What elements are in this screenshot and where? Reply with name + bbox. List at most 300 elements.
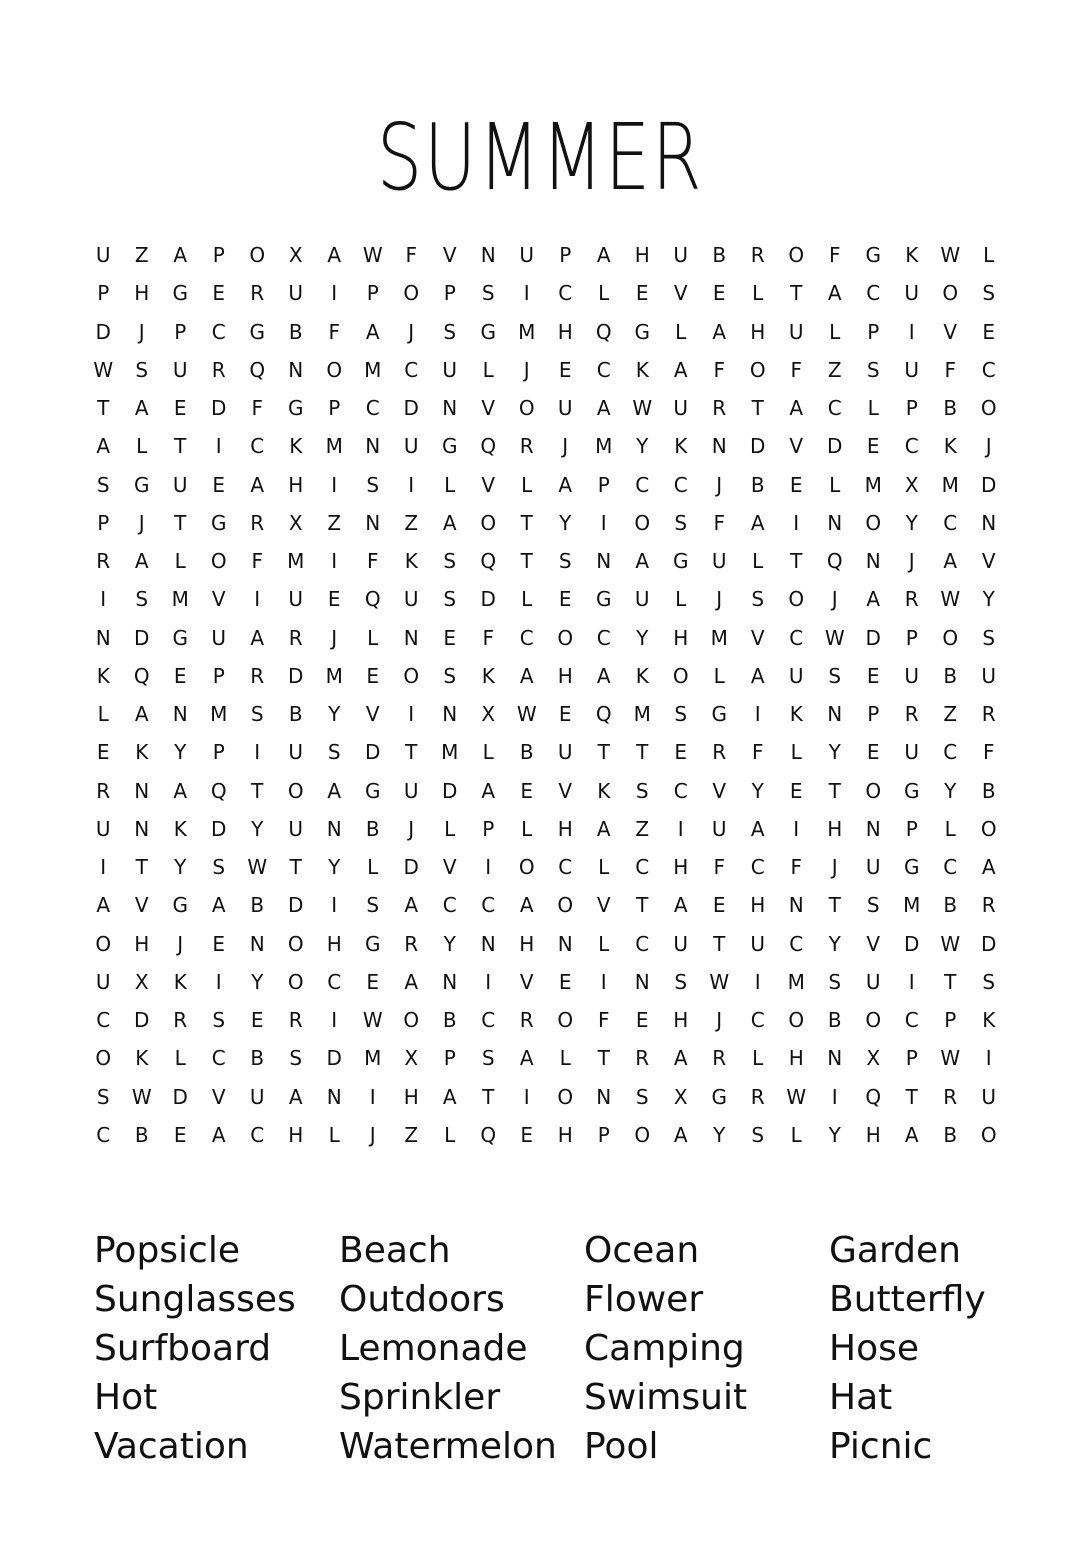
grid-letter[interactable]: E xyxy=(366,663,380,688)
grid-letter[interactable]: U xyxy=(981,1084,997,1109)
grid-letter[interactable]: J xyxy=(831,855,838,880)
grid-letter[interactable]: E xyxy=(366,969,380,994)
grid-letter[interactable]: L xyxy=(790,740,802,765)
grid-letter[interactable]: P xyxy=(328,396,341,421)
grid-letter[interactable]: A xyxy=(712,319,727,344)
grid-letter[interactable]: N xyxy=(134,816,150,841)
grid-letter[interactable]: H xyxy=(519,931,535,956)
grid-letter[interactable]: A xyxy=(442,510,457,535)
grid-letter[interactable]: I xyxy=(523,281,530,306)
grid-letter[interactable]: N xyxy=(827,702,843,727)
grid-letter[interactable]: W xyxy=(709,969,730,994)
grid-letter[interactable]: A xyxy=(519,1046,534,1071)
grid-letter[interactable]: U xyxy=(865,969,881,994)
grid-letter[interactable]: R xyxy=(943,1084,958,1109)
grid-letter[interactable]: P xyxy=(443,1046,456,1071)
grid-letter[interactable]: L xyxy=(97,702,109,727)
grid-letter[interactable]: T xyxy=(174,434,187,459)
grid-letter[interactable]: P xyxy=(867,702,880,727)
grid-letter[interactable]: B xyxy=(750,472,765,497)
grid-letter[interactable]: L xyxy=(482,357,494,382)
grid-letter[interactable]: K xyxy=(404,549,418,574)
grid-letter[interactable]: R xyxy=(173,1008,188,1033)
grid-letter[interactable]: O xyxy=(634,510,651,535)
grid-letter[interactable]: F xyxy=(790,855,802,880)
grid-letter[interactable]: N xyxy=(634,969,650,994)
grid-letter[interactable]: Y xyxy=(559,510,572,535)
grid-letter[interactable]: I xyxy=(485,969,492,994)
grid-letter[interactable]: U xyxy=(249,1084,265,1109)
grid-letter[interactable]: H xyxy=(750,319,766,344)
grid-letter[interactable]: A xyxy=(173,243,188,268)
grid-letter[interactable]: R xyxy=(712,740,727,765)
grid-letter[interactable]: C xyxy=(250,434,265,459)
grid-letter[interactable]: A xyxy=(904,1122,919,1147)
grid-letter[interactable]: T xyxy=(174,510,187,535)
grid-letter[interactable]: Y xyxy=(251,969,264,994)
grid-letter[interactable]: L xyxy=(598,855,610,880)
grid-letter[interactable]: N xyxy=(365,434,381,459)
grid-letter[interactable]: D xyxy=(865,625,881,650)
grid-letter[interactable]: Z xyxy=(404,510,419,535)
grid-letter[interactable]: B xyxy=(981,778,996,803)
grid-letter[interactable]: T xyxy=(790,281,803,306)
grid-letter[interactable]: G xyxy=(288,396,304,421)
grid-letter[interactable]: D xyxy=(904,931,920,956)
grid-letter[interactable]: H xyxy=(865,1122,881,1147)
grid-letter[interactable]: W xyxy=(940,931,961,956)
grid-letter[interactable]: J xyxy=(523,357,530,382)
grid-letter[interactable]: S xyxy=(96,1084,110,1109)
grid-letter[interactable]: G xyxy=(365,778,381,803)
grid-letter[interactable]: I xyxy=(831,1084,838,1109)
grid-letter[interactable]: X xyxy=(866,1046,881,1071)
grid-letter[interactable]: I xyxy=(523,1084,530,1109)
grid-letter[interactable]: P xyxy=(212,243,225,268)
grid-letter[interactable]: U xyxy=(288,740,304,765)
grid-letter[interactable]: W xyxy=(940,243,961,268)
grid-letter[interactable]: K xyxy=(982,1008,996,1033)
grid-letter[interactable]: U xyxy=(904,357,920,382)
grid-letter[interactable]: A xyxy=(981,855,996,880)
grid-letter[interactable]: L xyxy=(675,319,687,344)
grid-letter[interactable]: W xyxy=(131,1084,152,1109)
grid-letter[interactable]: V xyxy=(519,969,534,994)
grid-letter[interactable]: P xyxy=(867,319,880,344)
grid-letter[interactable]: E xyxy=(173,396,187,421)
grid-letter[interactable]: U xyxy=(788,663,804,688)
grid-letter[interactable]: S xyxy=(443,587,457,612)
grid-letter[interactable]: I xyxy=(331,1008,338,1033)
grid-letter[interactable]: L xyxy=(675,587,687,612)
grid-letter[interactable]: Y xyxy=(636,625,649,650)
grid-letter[interactable]: Y xyxy=(944,778,957,803)
grid-letter[interactable]: Q xyxy=(133,663,150,688)
grid-letter[interactable]: K xyxy=(173,969,187,994)
grid-letter[interactable]: U xyxy=(557,740,573,765)
grid-letter[interactable]: X xyxy=(288,510,303,535)
grid-letter[interactable]: M xyxy=(903,893,921,918)
grid-letter[interactable]: V xyxy=(981,549,996,574)
grid-letter[interactable]: D xyxy=(326,1046,342,1071)
grid-letter[interactable]: A xyxy=(327,778,342,803)
grid-letter[interactable]: K xyxy=(789,702,803,727)
grid-letter[interactable]: C xyxy=(866,281,881,306)
grid-letter[interactable]: U xyxy=(557,396,573,421)
grid-letter[interactable]: A xyxy=(596,816,611,841)
grid-letter[interactable]: G xyxy=(442,434,458,459)
grid-letter[interactable]: N xyxy=(288,357,304,382)
grid-letter[interactable]: D xyxy=(134,625,150,650)
grid-letter[interactable]: K xyxy=(135,740,149,765)
grid-letter[interactable]: U xyxy=(95,969,111,994)
grid-letter[interactable]: N xyxy=(557,931,573,956)
grid-letter[interactable]: E xyxy=(558,702,572,727)
grid-letter[interactable]: W xyxy=(940,1046,961,1071)
grid-letter[interactable]: I xyxy=(369,1084,376,1109)
grid-letter[interactable]: N xyxy=(827,510,843,535)
grid-letter[interactable]: M xyxy=(710,625,728,650)
grid-letter[interactable]: R xyxy=(635,1046,650,1071)
grid-letter[interactable]: E xyxy=(558,587,572,612)
grid-letter[interactable]: L xyxy=(752,1046,764,1071)
grid-letter[interactable]: S xyxy=(751,1122,765,1147)
grid-letter[interactable]: B xyxy=(134,1122,149,1147)
grid-letter[interactable]: O xyxy=(403,1008,420,1033)
grid-letter[interactable]: D xyxy=(95,319,111,344)
grid-letter[interactable]: I xyxy=(793,510,800,535)
grid-letter[interactable]: B xyxy=(442,1008,457,1033)
grid-letter[interactable]: A xyxy=(750,816,765,841)
grid-letter[interactable]: L xyxy=(752,281,764,306)
grid-letter[interactable]: I xyxy=(908,319,915,344)
grid-letter[interactable]: V xyxy=(866,931,881,956)
grid-letter[interactable]: I xyxy=(754,969,761,994)
grid-letter[interactable]: O xyxy=(403,281,420,306)
grid-letter[interactable]: N xyxy=(596,549,612,574)
grid-letter[interactable]: S xyxy=(828,969,842,994)
grid-letter[interactable]: G xyxy=(480,319,496,344)
grid-letter[interactable]: H xyxy=(673,625,689,650)
grid-letter[interactable]: L xyxy=(983,243,995,268)
grid-letter[interactable]: Z xyxy=(827,357,842,382)
grid-letter[interactable]: J xyxy=(408,319,415,344)
grid-letter[interactable]: N xyxy=(981,510,997,535)
grid-letter[interactable]: K xyxy=(96,663,110,688)
grid-letter[interactable]: L xyxy=(598,281,610,306)
grid-letter[interactable]: F xyxy=(828,243,841,268)
grid-letter[interactable]: M xyxy=(364,1046,382,1071)
grid-letter[interactable]: O xyxy=(518,855,535,880)
grid-letter[interactable]: C xyxy=(827,396,842,421)
grid-letter[interactable]: L xyxy=(944,816,956,841)
grid-letter[interactable]: S xyxy=(250,702,264,727)
grid-letter[interactable]: V xyxy=(365,702,380,727)
grid-letter[interactable]: A xyxy=(442,1084,457,1109)
grid-letter[interactable]: C xyxy=(558,855,573,880)
grid-letter[interactable]: N xyxy=(442,702,458,727)
grid-letter[interactable]: A xyxy=(250,472,265,497)
grid-letter[interactable]: Y xyxy=(828,931,841,956)
grid-letter[interactable]: E xyxy=(558,969,572,994)
grid-letter[interactable]: I xyxy=(793,816,800,841)
grid-letter[interactable]: D xyxy=(981,472,997,497)
grid-letter[interactable]: R xyxy=(519,1008,534,1033)
grid-letter[interactable]: G xyxy=(211,510,227,535)
grid-letter[interactable]: T xyxy=(790,549,803,574)
grid-letter[interactable]: H xyxy=(557,816,573,841)
grid-letter[interactable]: L xyxy=(367,855,379,880)
grid-letter[interactable]: O xyxy=(287,931,304,956)
grid-letter[interactable]: M xyxy=(864,472,882,497)
grid-letter[interactable]: A xyxy=(596,243,611,268)
grid-letter[interactable]: C xyxy=(904,1008,919,1033)
grid-letter[interactable]: A xyxy=(943,549,958,574)
grid-letter[interactable]: O xyxy=(287,778,304,803)
grid-letter[interactable]: A xyxy=(404,893,419,918)
grid-letter[interactable]: D xyxy=(442,778,458,803)
grid-letter[interactable]: Y xyxy=(251,816,264,841)
grid-letter[interactable]: M xyxy=(441,740,459,765)
grid-letter[interactable]: X xyxy=(673,1084,688,1109)
grid-letter[interactable]: F xyxy=(251,396,263,421)
grid-letter[interactable]: L xyxy=(867,396,879,421)
grid-letter[interactable]: S xyxy=(443,663,457,688)
grid-letter[interactable]: X xyxy=(404,1046,419,1071)
grid-letter[interactable]: P xyxy=(212,740,225,765)
grid-letter[interactable]: S xyxy=(635,778,649,803)
grid-letter[interactable]: D xyxy=(981,931,997,956)
grid-letter[interactable]: A xyxy=(481,778,496,803)
grid-letter[interactable]: A xyxy=(596,396,611,421)
grid-letter[interactable]: Z xyxy=(635,816,650,841)
grid-letter[interactable]: O xyxy=(557,893,574,918)
grid-letter[interactable]: U xyxy=(865,855,881,880)
grid-letter[interactable]: O xyxy=(557,1008,574,1033)
grid-letter[interactable]: L xyxy=(559,1046,571,1071)
grid-letter[interactable]: U xyxy=(673,396,689,421)
grid-letter[interactable]: N xyxy=(480,243,496,268)
grid-letter[interactable]: D xyxy=(288,893,304,918)
grid-letter[interactable]: P xyxy=(944,1008,957,1033)
grid-letter[interactable]: E xyxy=(173,1122,187,1147)
grid-letter[interactable]: U xyxy=(403,778,419,803)
grid-letter[interactable]: V xyxy=(558,778,573,803)
grid-letter[interactable]: I xyxy=(600,969,607,994)
grid-letter[interactable]: N xyxy=(788,893,804,918)
grid-letter[interactable]: U xyxy=(750,931,766,956)
grid-letter[interactable]: C xyxy=(943,740,958,765)
grid-letter[interactable]: C xyxy=(789,931,804,956)
grid-letter[interactable]: C xyxy=(943,510,958,535)
grid-letter[interactable]: B xyxy=(288,319,303,344)
grid-letter[interactable]: H xyxy=(326,931,342,956)
grid-letter[interactable]: T xyxy=(828,778,841,803)
grid-letter[interactable]: K xyxy=(943,434,957,459)
grid-letter[interactable]: U xyxy=(711,549,727,574)
grid-letter[interactable]: P xyxy=(597,472,610,497)
grid-letter[interactable]: U xyxy=(403,587,419,612)
grid-letter[interactable]: Y xyxy=(982,587,995,612)
grid-letter[interactable]: O xyxy=(865,1008,882,1033)
grid-letter[interactable]: N xyxy=(480,931,496,956)
grid-letter[interactable]: N xyxy=(326,1084,342,1109)
grid-letter[interactable]: S xyxy=(674,702,688,727)
grid-letter[interactable]: E xyxy=(520,778,534,803)
grid-letter[interactable]: O xyxy=(749,357,766,382)
grid-letter[interactable]: E xyxy=(212,472,226,497)
grid-letter[interactable]: C xyxy=(481,1008,496,1033)
grid-letter[interactable]: E xyxy=(712,281,726,306)
grid-letter[interactable]: G xyxy=(673,549,689,574)
grid-letter[interactable]: W xyxy=(362,1008,383,1033)
grid-letter[interactable]: X xyxy=(288,243,303,268)
grid-letter[interactable]: Y xyxy=(174,855,187,880)
grid-letter[interactable]: A xyxy=(134,702,149,727)
grid-letter[interactable]: N xyxy=(403,625,419,650)
grid-letter[interactable]: C xyxy=(404,357,419,382)
grid-letter[interactable]: F xyxy=(982,740,995,765)
grid-letter[interactable]: U xyxy=(288,587,304,612)
grid-letter[interactable]: D xyxy=(403,855,419,880)
grid-letter[interactable]: M xyxy=(787,969,805,994)
grid-letter[interactable]: J xyxy=(331,625,338,650)
grid-letter[interactable]: Z xyxy=(134,243,149,268)
grid-letter[interactable]: O xyxy=(942,625,959,650)
grid-letter[interactable]: W xyxy=(786,1084,807,1109)
grid-letter[interactable]: Q xyxy=(364,587,381,612)
grid-letter[interactable]: I xyxy=(331,893,338,918)
grid-letter[interactable]: K xyxy=(674,434,688,459)
grid-letter[interactable]: V xyxy=(750,625,765,650)
grid-letter[interactable]: L xyxy=(598,931,610,956)
grid-letter[interactable]: G xyxy=(634,319,650,344)
grid-letter[interactable]: X xyxy=(134,969,149,994)
grid-letter[interactable]: L xyxy=(444,816,456,841)
grid-letter[interactable]: M xyxy=(595,434,613,459)
grid-letter[interactable]: A xyxy=(750,663,765,688)
grid-letter[interactable]: B xyxy=(943,893,958,918)
grid-letter[interactable]: A xyxy=(96,893,111,918)
grid-letter[interactable]: C xyxy=(750,855,765,880)
grid-letter[interactable]: P xyxy=(174,319,187,344)
grid-letter[interactable]: F xyxy=(251,549,263,574)
grid-letter[interactable]: O xyxy=(95,931,112,956)
grid-letter[interactable]: I xyxy=(215,434,222,459)
grid-letter[interactable]: R xyxy=(288,625,303,650)
grid-letter[interactable]: N xyxy=(865,549,881,574)
grid-letter[interactable]: G xyxy=(711,1084,727,1109)
grid-letter[interactable]: P xyxy=(597,1122,610,1147)
grid-letter[interactable]: V xyxy=(481,396,496,421)
grid-letter[interactable]: Q xyxy=(480,549,497,574)
grid-letter[interactable]: F xyxy=(713,357,725,382)
grid-letter[interactable]: Y xyxy=(328,702,341,727)
grid-letter[interactable]: T xyxy=(751,396,764,421)
grid-letter[interactable]: F xyxy=(328,319,340,344)
grid-letter[interactable]: H xyxy=(557,663,573,688)
grid-letter[interactable]: F xyxy=(751,740,764,765)
grid-letter[interactable]: M xyxy=(633,702,651,727)
grid-letter[interactable]: P xyxy=(443,281,456,306)
grid-letter[interactable]: E xyxy=(866,740,880,765)
grid-letter[interactable]: D xyxy=(365,740,381,765)
grid-letter[interactable]: E xyxy=(173,663,187,688)
grid-letter[interactable]: U xyxy=(634,587,650,612)
grid-letter[interactable]: G xyxy=(904,855,920,880)
grid-letter[interactable]: A xyxy=(211,1122,226,1147)
grid-letter[interactable]: Z xyxy=(404,1122,419,1147)
grid-letter[interactable]: T xyxy=(97,396,110,421)
grid-letter[interactable]: S xyxy=(96,472,110,497)
grid-letter[interactable]: C xyxy=(327,969,342,994)
grid-letter[interactable]: U xyxy=(95,243,111,268)
grid-letter[interactable]: P xyxy=(482,816,495,841)
grid-letter[interactable]: P xyxy=(212,663,225,688)
grid-letter[interactable]: H xyxy=(288,472,304,497)
grid-letter[interactable]: V xyxy=(211,587,226,612)
grid-letter[interactable]: E xyxy=(982,319,996,344)
grid-letter[interactable]: O xyxy=(672,663,689,688)
grid-letter[interactable]: T xyxy=(135,855,148,880)
grid-letter[interactable]: T xyxy=(520,510,533,535)
grid-letter[interactable]: L xyxy=(482,740,494,765)
grid-letter[interactable]: B xyxy=(712,243,727,268)
grid-letter[interactable]: Y xyxy=(636,434,649,459)
grid-letter[interactable]: S xyxy=(327,740,341,765)
grid-letter[interactable]: E xyxy=(443,625,457,650)
grid-letter[interactable]: N xyxy=(442,396,458,421)
grid-letter[interactable]: I xyxy=(331,549,338,574)
grid-letter[interactable]: E xyxy=(635,1008,649,1033)
grid-letter[interactable]: S xyxy=(635,1084,649,1109)
grid-letter[interactable]: K xyxy=(597,778,611,803)
grid-letter[interactable]: P xyxy=(366,281,379,306)
grid-letter[interactable]: I xyxy=(908,969,915,994)
grid-letter[interactable]: O xyxy=(788,243,805,268)
grid-letter[interactable]: J xyxy=(138,319,145,344)
grid-letter[interactable]: O xyxy=(634,1122,651,1147)
grid-letter[interactable]: O xyxy=(942,281,959,306)
grid-letter[interactable]: I xyxy=(254,587,261,612)
grid-letter[interactable]: K xyxy=(481,663,495,688)
grid-letter[interactable]: I xyxy=(754,702,761,727)
grid-letter[interactable]: E xyxy=(789,778,803,803)
grid-letter[interactable]: U xyxy=(904,740,920,765)
grid-letter[interactable]: V xyxy=(943,319,958,344)
grid-letter[interactable]: J xyxy=(562,434,569,459)
grid-letter[interactable]: N xyxy=(172,702,188,727)
grid-letter[interactable]: A xyxy=(250,625,265,650)
grid-letter[interactable]: V xyxy=(673,281,688,306)
grid-letter[interactable]: R xyxy=(404,931,419,956)
grid-letter[interactable]: S xyxy=(135,587,149,612)
grid-letter[interactable]: O xyxy=(480,510,497,535)
grid-letter[interactable]: A xyxy=(673,1122,688,1147)
grid-letter[interactable]: S xyxy=(366,472,380,497)
grid-letter[interactable]: W xyxy=(362,243,383,268)
grid-letter[interactable]: S xyxy=(751,587,765,612)
grid-letter[interactable]: Q xyxy=(595,319,612,344)
grid-letter[interactable]: L xyxy=(367,625,379,650)
grid-letter[interactable]: P xyxy=(905,625,918,650)
grid-letter[interactable]: O xyxy=(557,625,574,650)
grid-letter[interactable]: G xyxy=(172,281,188,306)
grid-letter[interactable]: C xyxy=(481,893,496,918)
grid-letter[interactable]: U xyxy=(442,357,458,382)
grid-letter[interactable]: F xyxy=(366,549,379,574)
grid-letter[interactable]: A xyxy=(750,510,765,535)
